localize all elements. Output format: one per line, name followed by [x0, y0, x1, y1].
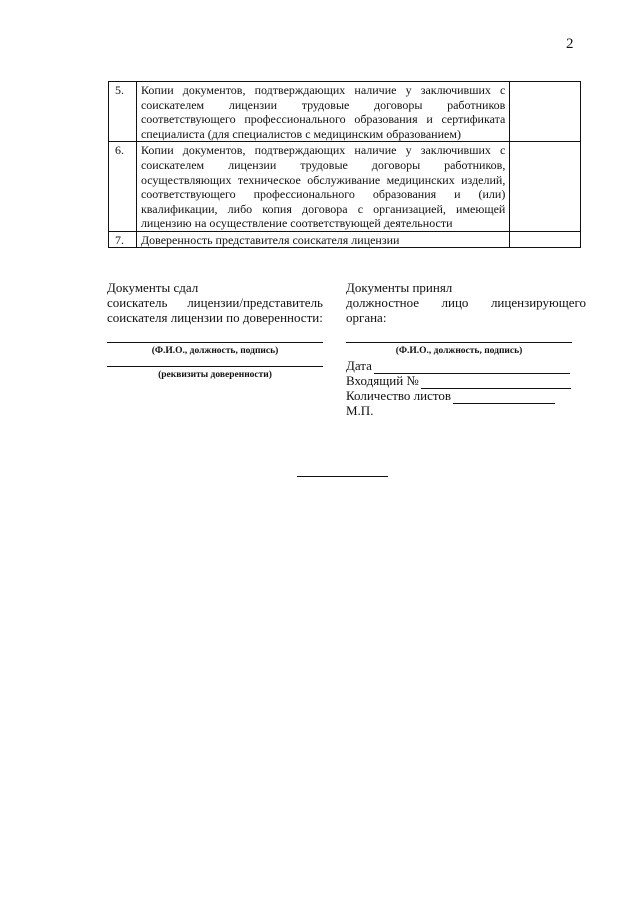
date-fill-line [374, 361, 570, 374]
receiver-line: органа: [346, 309, 387, 325]
row-number: 6. [109, 142, 137, 232]
row-blank-cell [510, 231, 581, 247]
documents-table [108, 81, 581, 248]
submitter-word: лицензии/представитель [187, 294, 323, 310]
submitter-block [107, 281, 323, 383]
incoming-number-label: Входящий № [346, 373, 419, 389]
sheet-count-field [346, 389, 586, 404]
receiver-word: лицензирующего [490, 294, 586, 310]
table-row [109, 142, 581, 232]
receiver-line [346, 296, 586, 311]
submitter-line [107, 296, 323, 311]
closing-rule [297, 476, 388, 477]
submitter-heading: Документы сдал [107, 280, 199, 295]
submitter-word: соискатель [107, 294, 168, 310]
date-field [346, 359, 586, 374]
sheet-count-label: Количество листов [346, 388, 452, 404]
stamp-label: М.П. [346, 403, 374, 419]
row-description: Копии документов, подтверждающих наличие у заключивших с соискателем лицензии трудовые договоры работников соответствующего профессионального образования и сертификата специалиста (для специалистов с медицинским образованием) [136, 82, 509, 142]
row-description: Доверенность представителя соискателя лицензии [136, 231, 509, 247]
submitter-signature-line [107, 342, 323, 343]
sheet-count-fill-line [453, 391, 555, 404]
row-description: Копии документов, подтверждающих наличие у заключивших с соискателем лицензии трудовые договоры работников, осуществляющих техническое обслуживание медицинских изделий, соответствующего профессионального образования и (или) квалификации, либо копия договора с организацией, имеющей лицензию на осуществление соответствующей деятельности [136, 142, 509, 232]
row-number: 7. [109, 231, 137, 247]
row-blank-cell [510, 82, 581, 142]
submitter-signature-caption: (Ф.И.О., должность, подпись) [151, 346, 279, 357]
receiver-heading: Документы принял [346, 280, 453, 295]
row-number: 5. [109, 82, 137, 142]
table-row [109, 231, 581, 247]
receiver-word: должностное [346, 294, 420, 310]
submitter-line: соискателя лицензии по доверенности: [107, 309, 323, 325]
table-row [109, 82, 581, 142]
incoming-number-field [346, 374, 586, 389]
proxy-details-line [107, 366, 323, 367]
proxy-details-caption: (реквизиты доверенности) [158, 370, 272, 381]
receiver-signature-line [346, 342, 572, 343]
receiver-block [346, 281, 586, 419]
page-number: 2 [566, 36, 574, 52]
row-blank-cell [510, 142, 581, 232]
incoming-number-fill-line [421, 376, 571, 389]
receiver-word: лицо [441, 294, 469, 310]
date-label: Дата [346, 358, 372, 374]
receiver-signature-caption: (Ф.И.О., должность, подпись) [395, 346, 523, 357]
